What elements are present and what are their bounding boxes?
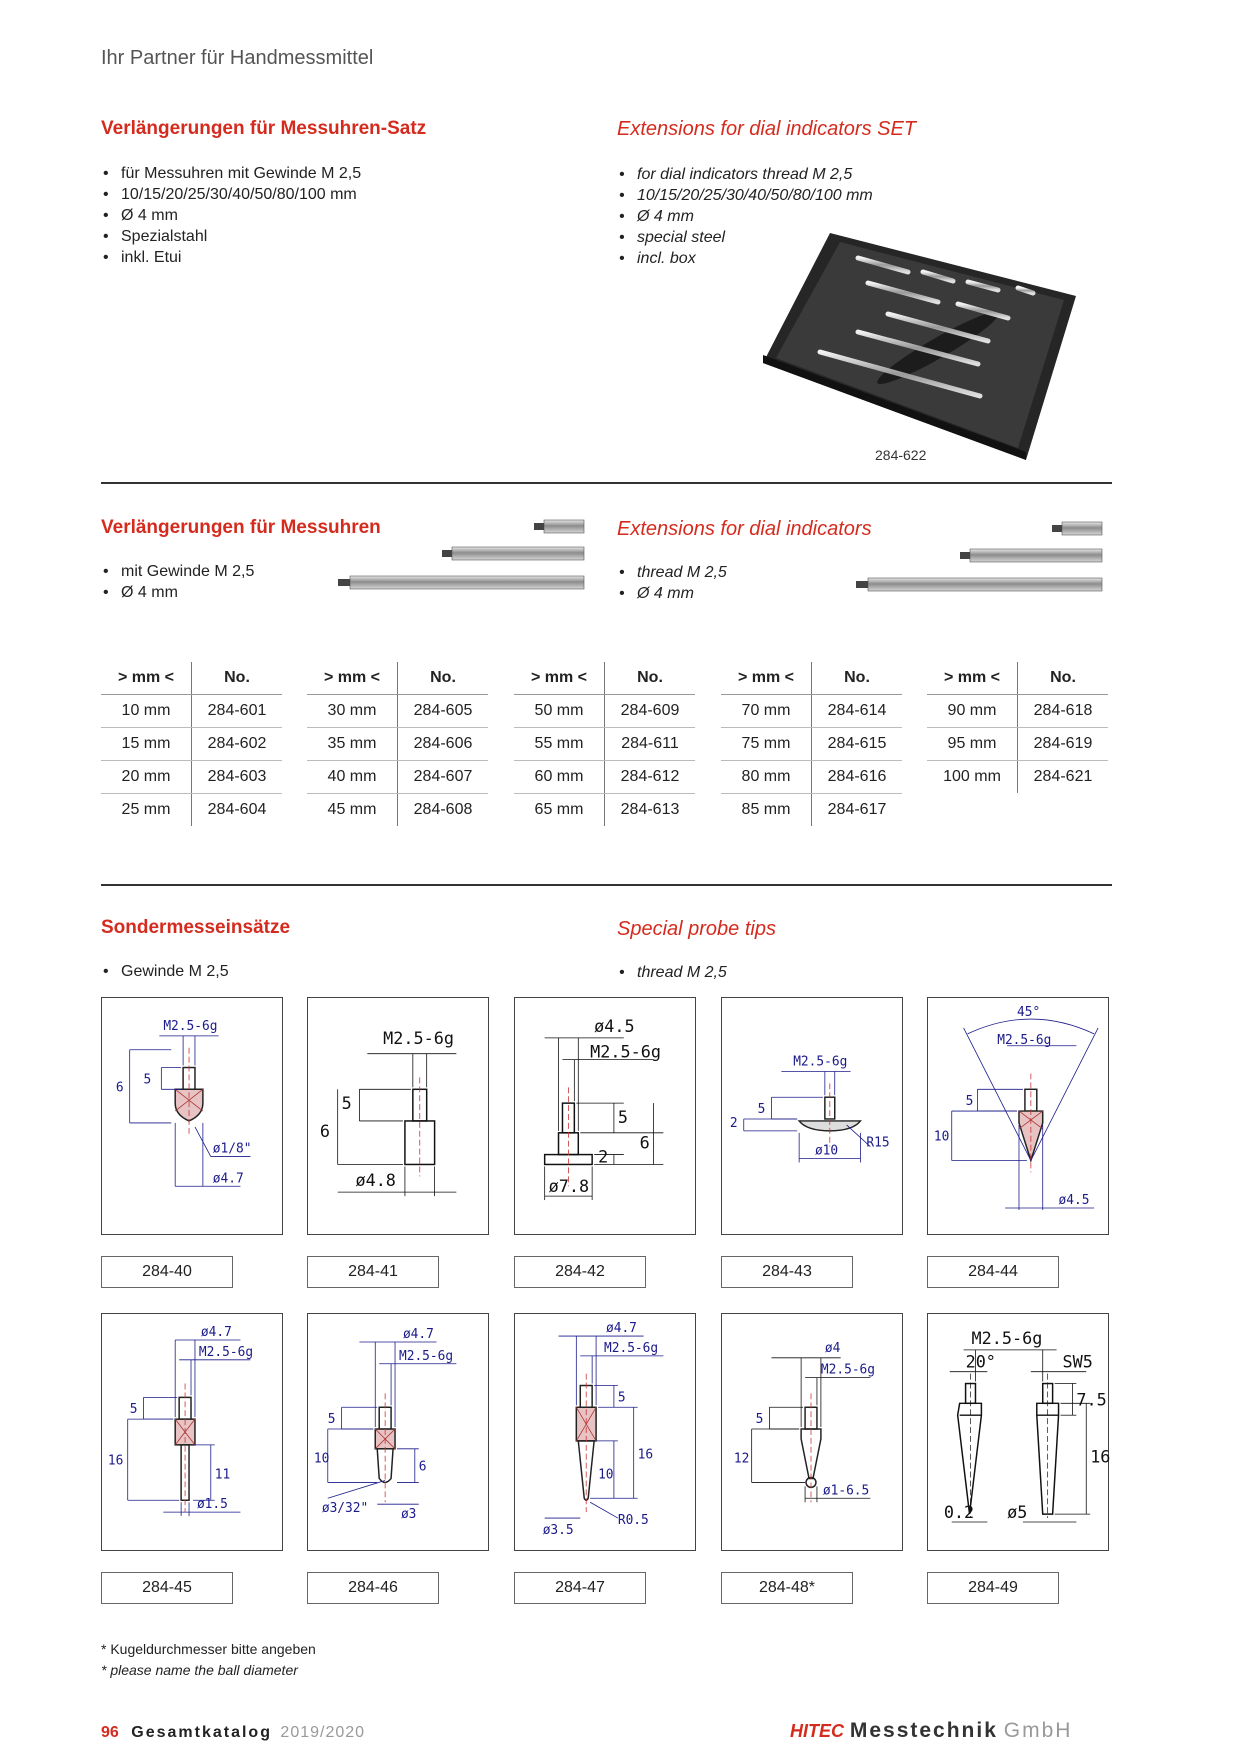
company-suffix: GmbH [1003, 1719, 1073, 1742]
article-number-cell: 284-616 [812, 761, 903, 794]
section1-bullets-de [101, 163, 361, 268]
table-row [101, 695, 282, 728]
article-number-cell: 284-601 [192, 695, 283, 728]
length-cell: 90 mm [927, 695, 1018, 728]
dim-label: 5 [143, 1072, 152, 1088]
dim-label: 5 [757, 1102, 766, 1118]
probe-tip-diagram-284-42 [514, 997, 696, 1235]
article-code-284-48: 284-48* [721, 1572, 853, 1604]
bullet-item: • special steel [617, 227, 873, 248]
footnote-de: * Kugeldurchmesser bitte angeben [101, 1641, 316, 1657]
dim-label: 20° [965, 1351, 996, 1372]
article-number-cell: 284-612 [605, 761, 696, 794]
dim-label: 5 [617, 1106, 628, 1127]
section2-bullets-en [617, 562, 727, 604]
dim-label: 10 [933, 1129, 950, 1145]
dim-label: 0.2 [943, 1502, 975, 1523]
table-row [101, 728, 282, 761]
probe-tip-diagram-284-40 [101, 997, 283, 1235]
article-number-cell: 284-617 [827, 801, 887, 818]
dim-label: ø1-6.5 [822, 1483, 870, 1499]
bullet-item: • Ø 4 mm [617, 583, 727, 604]
size-table-2 [307, 662, 488, 826]
length-cell: 80 mm [721, 761, 812, 794]
article-number-header: No. [398, 662, 489, 695]
dim-label: R0.5 [617, 1512, 649, 1528]
probe-tip-diagram-284-48 [721, 1313, 903, 1551]
dim-label: M2.5-6g [398, 1348, 454, 1364]
article-code-284-40: 284-40 [101, 1256, 233, 1288]
dim-label: ø1.5 [196, 1497, 228, 1513]
table-row [307, 695, 488, 728]
length-header: > mm < [514, 662, 605, 695]
size-table-4 [721, 662, 902, 826]
article-code-284-42: 284-42 [514, 1256, 646, 1288]
article-code-284-45: 284-45 [101, 1572, 233, 1604]
extension-set-case-image [758, 228, 1078, 463]
table-header-row [721, 662, 902, 695]
length-cell: 25 mm [101, 794, 192, 827]
dim-label: 10 [598, 1467, 614, 1483]
dim-label: ø7.8 [548, 1176, 590, 1197]
length-header: > mm < [307, 662, 398, 695]
company-name: Messtechnik [849, 1719, 998, 1742]
probe-tip-diagram-284-47 [514, 1313, 696, 1551]
section-divider [101, 482, 1112, 484]
dim-label: R15 [866, 1135, 890, 1151]
table-row [514, 695, 695, 728]
size-table-5 [927, 662, 1108, 793]
dim-label: 5 [965, 1094, 974, 1110]
dim-label: 6 [115, 1080, 124, 1096]
bullet-item: • Ø 4 mm [101, 582, 254, 603]
length-header: > mm < [927, 662, 1018, 695]
table-row [307, 761, 488, 794]
dim-label: ø3/32" [321, 1501, 369, 1517]
dim-label: ø3.5 [542, 1522, 574, 1538]
probe-tip-diagram-284-44 [927, 997, 1109, 1235]
table-row [307, 728, 488, 761]
dim-label: 16 [1090, 1446, 1111, 1467]
dim-label: ø3 [400, 1507, 417, 1523]
article-number-header: No. [812, 662, 903, 695]
dim-label: 16 [107, 1453, 124, 1469]
article-number-cell: 284-619 [1018, 728, 1109, 761]
dim-label: ø4.7 [212, 1171, 244, 1187]
dim-label: SW5 [1062, 1351, 1093, 1372]
dim-label: 6 [418, 1459, 427, 1475]
dim-label: ø10 [814, 1143, 839, 1159]
article-number-header: No. [605, 662, 696, 695]
bullet-item: • für Messuhren mit Gewinde M 2,5 [101, 163, 361, 184]
probe-tip-diagram-284-46 [307, 1313, 489, 1551]
article-code-284-41: 284-41 [307, 1256, 439, 1288]
dim-label: ø4.8 [355, 1170, 396, 1191]
article-number-header: No. [1018, 662, 1109, 695]
probe-tip-diagram-284-45 [101, 1313, 283, 1551]
table-header-row [927, 662, 1108, 695]
catalog-label: Gesamtkatalog [131, 1724, 272, 1741]
page-number: 96 [101, 1724, 119, 1741]
table-row [721, 794, 902, 827]
section1-title-en: Extensions for dial indicators SET [617, 118, 917, 140]
article-number-cell: 284-606 [398, 728, 489, 761]
table-row [721, 695, 902, 728]
bullet-item: • mit Gewinde M 2,5 [101, 561, 254, 582]
length-header: > mm < [721, 662, 812, 695]
table-row [927, 695, 1108, 728]
table-row [927, 728, 1108, 761]
dim-label: 10 [313, 1451, 330, 1467]
dim-label: 16 [637, 1447, 654, 1463]
table-header-row [307, 662, 488, 695]
extension-rods-image-de [330, 518, 595, 598]
dim-label: M2.5-6g [793, 1054, 848, 1070]
dim-label: M2.5-6g [820, 1362, 876, 1378]
length-cell: 85 mm [721, 794, 812, 827]
footer-brand [790, 1719, 1072, 1743]
length-cell: 30 mm [307, 695, 398, 728]
article-code-284-49: 284-49 [927, 1572, 1059, 1604]
article-number-cell: 284-614 [812, 695, 903, 728]
article-number-cell: 284-604 [207, 801, 267, 818]
length-cell: 45 mm [307, 794, 398, 827]
dim-label: M2.5-6g [198, 1344, 254, 1360]
bullet-item: • incl. box [617, 248, 873, 269]
section2-bullets-de [101, 561, 254, 603]
bullet-item: • for dial indicators thread M 2,5 [617, 164, 873, 185]
dim-label: ø4.7 [605, 1321, 637, 1337]
table-row [101, 761, 282, 794]
section3-title-en: Special probe tips [617, 918, 776, 940]
article-number-cell: 284-613 [620, 801, 680, 818]
table-row [514, 794, 695, 827]
bullet-item: • 10/15/20/25/30/40/50/80/100 mm [101, 184, 361, 205]
bullet-item: • Spezialstahl [101, 226, 361, 247]
bullet-item: • Ø 4 mm [101, 205, 361, 226]
length-cell: 60 mm [514, 761, 605, 794]
article-number-cell: 284-609 [605, 695, 696, 728]
dim-label: 2 [598, 1146, 609, 1167]
probe-tip-diagram-284-41 [307, 997, 489, 1235]
dim-label: M2.5-6g [383, 1027, 454, 1048]
article-code-284-46: 284-46 [307, 1572, 439, 1604]
length-cell: 70 mm [721, 695, 812, 728]
dim-label: M2.5-6g [604, 1340, 659, 1356]
section3-bullet-de: • Gewinde M 2,5 [101, 961, 229, 982]
dim-label: M2.5-6g [971, 1327, 1043, 1348]
article-code-284-43: 284-43 [721, 1256, 853, 1288]
length-cell: 35 mm [307, 728, 398, 761]
table-row [101, 794, 282, 827]
dim-label: M2.5-6g [997, 1032, 1052, 1048]
length-cell: 20 mm [101, 761, 192, 794]
footnote-en: * please name the ball diameter [101, 1662, 298, 1678]
dim-label: 2 [729, 1115, 738, 1131]
dim-label: 6 [319, 1120, 330, 1141]
length-cell: 55 mm [514, 728, 605, 761]
article-number-cell: 284-608 [413, 801, 473, 818]
table-row [927, 761, 1108, 794]
length-cell: 100 mm [927, 761, 1018, 794]
size-table-1 [101, 662, 282, 826]
article-number-cell: 284-615 [812, 728, 903, 761]
probe-tip-diagram-284-43 [721, 997, 903, 1235]
probe-tip-diagram-284-49 [927, 1313, 1109, 1551]
bullet-item: • thread M 2,5 [617, 562, 727, 583]
table-row [514, 728, 695, 761]
dim-label: M2.5-6g [590, 1041, 661, 1062]
dim-label: ø1/8" [212, 1141, 252, 1157]
dim-label: ø4.7 [200, 1325, 232, 1341]
length-cell: 75 mm [721, 728, 812, 761]
article-code-284-44: 284-44 [927, 1256, 1059, 1288]
article-number-cell: 284-602 [192, 728, 283, 761]
article-code-284-47: 284-47 [514, 1572, 646, 1604]
dim-label: 6 [639, 1132, 650, 1153]
dim-label: ø4 [824, 1340, 841, 1356]
table-row [721, 761, 902, 794]
length-cell: 65 mm [514, 794, 605, 827]
table-header-row [514, 662, 695, 695]
dim-label: ø4.5 [594, 1015, 635, 1036]
article-number-cell: 284-605 [398, 695, 489, 728]
bullet-item: • Ø 4 mm [617, 206, 873, 227]
section3-title-de: Sondermesseinsätze [101, 917, 291, 938]
size-table-3 [514, 662, 695, 826]
article-number-cell: 284-611 [605, 728, 696, 761]
section2-title-de: Verlängerungen für Messuhren [101, 517, 381, 538]
table-row [514, 761, 695, 794]
dim-label: 11 [214, 1467, 231, 1483]
length-cell: 15 mm [101, 728, 192, 761]
hitec-logo: HITEC [790, 1721, 844, 1741]
extension-rods-image-en [848, 518, 1113, 598]
length-cell: 50 mm [514, 695, 605, 728]
article-number-cell: 284-603 [192, 761, 283, 794]
dim-label: ø5 [1007, 1502, 1028, 1523]
catalog-year: 2019/2020 [280, 1724, 366, 1741]
dim-label: 5 [129, 1402, 138, 1418]
article-number-cell: 284-621 [1033, 768, 1093, 785]
article-number-cell: 284-618 [1018, 695, 1109, 728]
length-header: > mm < [101, 662, 192, 695]
dim-label: 5 [327, 1412, 336, 1428]
length-cell: 95 mm [927, 728, 1018, 761]
section2-title-en: Extensions for dial indicators [617, 518, 872, 540]
dim-label: 45° [1017, 1005, 1041, 1021]
dim-label: 7.5 [1076, 1389, 1107, 1410]
dim-label: ø4.7 [402, 1327, 434, 1343]
article-number-header: No. [192, 662, 283, 695]
length-cell: 10 mm [101, 695, 192, 728]
table-header-row [101, 662, 282, 695]
dim-label: 12 [733, 1451, 750, 1467]
section3-bullet-en: • thread M 2,5 [617, 962, 727, 983]
section-divider [101, 884, 1112, 886]
page-header: Ihr Partner für Handmessmittel [101, 47, 374, 69]
footer-left [101, 1724, 365, 1742]
set-image-caption: 284-622 [875, 447, 927, 463]
dim-label: ø4.5 [1058, 1193, 1090, 1209]
length-cell: 40 mm [307, 761, 398, 794]
dim-label: 5 [755, 1412, 764, 1428]
table-row [721, 728, 902, 761]
bullet-item: • inkl. Etui [101, 247, 361, 268]
bullet-item: • 10/15/20/25/30/40/50/80/100 mm [617, 185, 873, 206]
table-row [307, 794, 488, 827]
section1-title-de: Verlängerungen für Messuhren-Satz [101, 118, 427, 139]
dim-label: 5 [341, 1093, 352, 1114]
dim-label: M2.5-6g [163, 1018, 218, 1034]
article-number-cell: 284-607 [398, 761, 489, 794]
dim-label: 5 [617, 1390, 626, 1406]
